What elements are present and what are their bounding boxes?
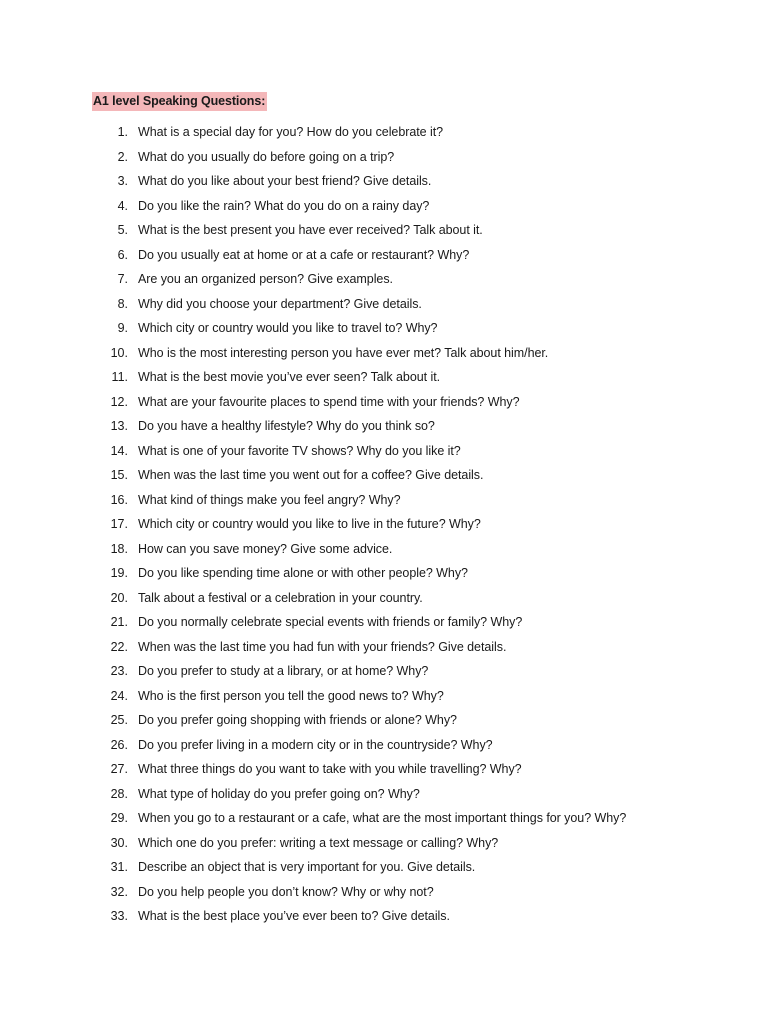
question-text: Do you help people you don’t know? Why or why not? (138, 884, 434, 899)
question-number: 32. (110, 884, 128, 899)
question-text: When you go to a restaurant or a cafe, what are the most important things for you? Why? (138, 811, 627, 825)
list-item (0, 613, 768, 638)
list-item (0, 319, 768, 344)
question-text: What is the best place you’ve ever been to? Give details. (138, 909, 450, 923)
list-item (0, 785, 768, 810)
question-number: 6. (117, 247, 128, 262)
list-item (0, 491, 768, 516)
question-text: Describe an object that is very important for you. Give details. (138, 860, 476, 874)
list-item (0, 589, 768, 614)
question-text: What type of holiday do you prefer going on? Why? (138, 786, 420, 801)
list-item (0, 711, 768, 736)
list-item (0, 638, 768, 663)
question-number: 31. (110, 860, 128, 874)
question-text: What is one of your favorite TV shows? Why do you like it? (138, 443, 461, 458)
question-number: 15. (110, 468, 128, 482)
question-number: 29. (110, 811, 128, 825)
list-item (0, 344, 768, 369)
list-item (0, 515, 768, 540)
question-text: Who is the first person you tell the good news to? Why? (138, 688, 444, 703)
list-item (0, 809, 768, 834)
question-text: Do you usually eat at home or at a cafe or restaurant? Why? (138, 247, 470, 262)
question-text: What kind of things make you feel angry? Why? (138, 492, 401, 507)
list-item (0, 442, 768, 467)
list-item (0, 883, 768, 908)
question-text: Who is the most interesting person you have ever met? Talk about him/her. (138, 345, 549, 360)
list-item (0, 368, 768, 393)
question-number: 10. (110, 345, 128, 360)
question-number: 30. (110, 835, 128, 850)
question-number: 16. (110, 492, 128, 507)
list-item (0, 564, 768, 589)
question-text: Which one do you prefer: writing a text message or calling? Why? (138, 835, 499, 850)
question-text: Do you prefer living in a modern city or in the countryside? Why? (138, 737, 493, 752)
document-heading: A1 level Speaking Questions: (92, 92, 267, 111)
question-number: 26. (110, 737, 128, 752)
question-number: 11. (111, 370, 128, 384)
list-item (0, 221, 768, 246)
question-text: When was the last time you went out for a coffee? Give details. (138, 468, 484, 482)
question-number: 18. (110, 541, 128, 556)
question-number: 19. (110, 566, 128, 580)
list-item (0, 662, 768, 687)
list-item (0, 295, 768, 320)
question-number: 23. (110, 664, 128, 678)
list-item (0, 540, 768, 565)
question-number: 14. (110, 443, 128, 458)
question-text: Which city or country would you like to live in the future? Why? (138, 517, 481, 531)
question-text: When was the last time you had fun with your friends? Give details. (138, 639, 507, 654)
question-text: Which city or country would you like to travel to? Why? (138, 321, 438, 335)
list-item (0, 834, 768, 859)
list-item (0, 123, 768, 148)
list-item (0, 417, 768, 442)
question-text: What three things do you want to take with you while travelling? Why? (138, 762, 522, 776)
list-item (0, 172, 768, 197)
question-text: Do you prefer going shopping with friends or alone? Why? (138, 713, 457, 727)
question-number: 20. (110, 590, 128, 605)
question-number: 4. (117, 198, 128, 213)
list-item (0, 246, 768, 271)
question-number: 2. (117, 149, 128, 164)
question-text: What is the best present you have ever received? Talk about it. (138, 223, 483, 237)
question-number: 5. (117, 223, 128, 237)
question-text: Why did you choose your department? Give details. (138, 296, 422, 311)
list-item (0, 858, 768, 883)
list-item (0, 148, 768, 173)
question-number: 3. (117, 174, 128, 188)
question-text: What do you like about your best friend? Give details. (138, 174, 432, 188)
question-text: How can you save money? Give some advice. (138, 541, 393, 556)
question-number: 7. (117, 272, 128, 286)
question-number: 33. (110, 909, 128, 923)
question-number: 8. (117, 296, 128, 311)
list-item (0, 907, 768, 932)
list-item (0, 270, 768, 295)
question-text: Are you an organized person? Give examples. (138, 272, 393, 286)
question-number: 25. (110, 713, 128, 727)
question-number: 13. (110, 419, 128, 433)
list-item (0, 197, 768, 222)
question-text: What do you usually do before going on a trip? (138, 149, 395, 164)
question-text: What is the best movie you’ve ever seen? Talk about it. (138, 370, 441, 384)
question-text: What is a special day for you? How do you celebrate it? (138, 125, 444, 139)
question-number: 24. (110, 688, 128, 703)
question-number: 17. (110, 517, 128, 531)
question-number: 21. (110, 615, 128, 629)
question-text: What are your favourite places to spend time with your friends? Why? (138, 394, 520, 409)
list-item (0, 736, 768, 761)
question-number: 12. (110, 394, 128, 409)
question-text: Talk about a festival or a celebration in your country. (138, 590, 423, 605)
question-number: 28. (110, 786, 128, 801)
question-number: 27. (110, 762, 128, 776)
question-text: Do you have a healthy lifestyle? Why do you think so? (138, 419, 435, 433)
question-list (0, 123, 768, 932)
list-item (0, 760, 768, 785)
question-text: Do you like spending time alone or with other people? Why? (138, 566, 468, 580)
question-number: 22. (110, 639, 128, 654)
question-text: Do you prefer to study at a library, or at home? Why? (138, 664, 429, 678)
list-item (0, 687, 768, 712)
question-number: 9. (117, 321, 128, 335)
question-text: Do you like the rain? What do you do on a rainy day? (138, 198, 430, 213)
list-item (0, 466, 768, 491)
question-text: Do you normally celebrate special events with friends or family? Why? (138, 615, 523, 629)
question-number: 1. (117, 125, 128, 139)
list-item (0, 393, 768, 418)
